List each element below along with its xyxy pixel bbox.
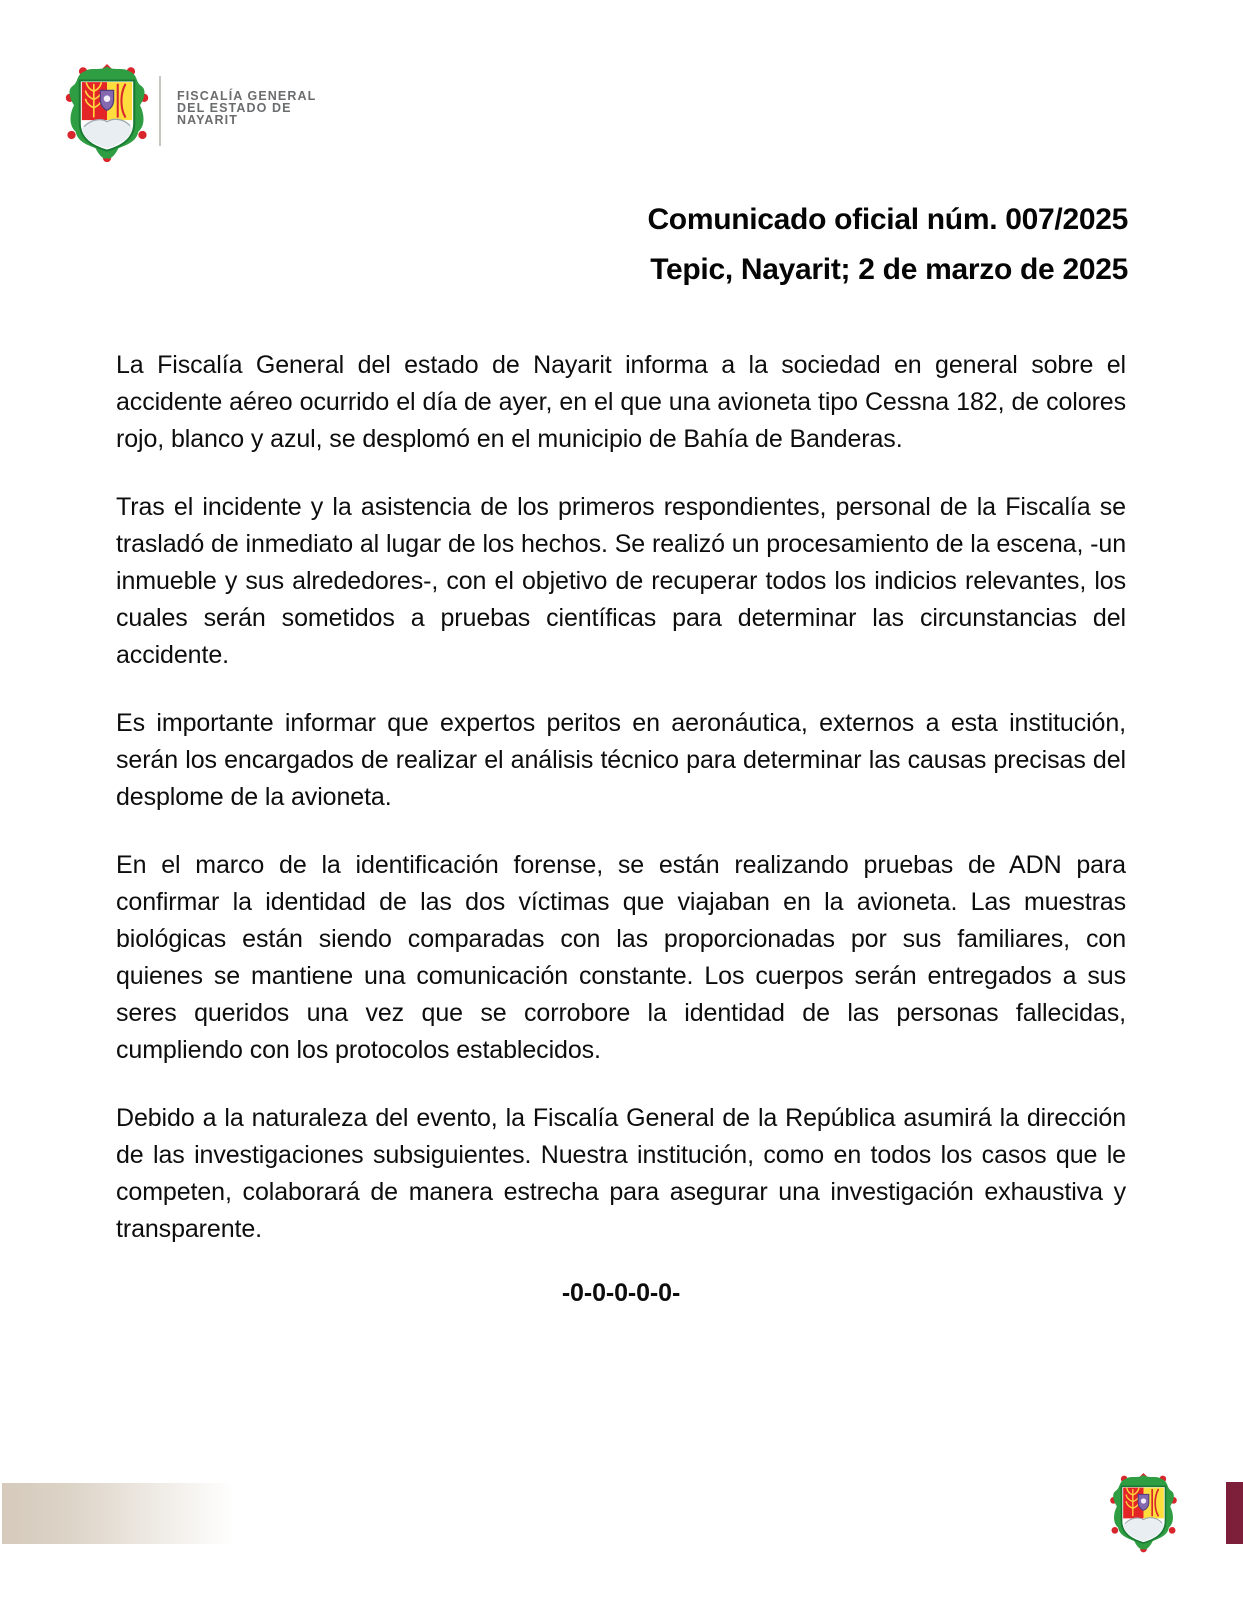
- org-name: [177, 91, 316, 126]
- nayarit-coat-of-arms-icon: [65, 64, 149, 163]
- footer-maroon-bar: [1226, 1482, 1243, 1544]
- paragraph-3: Es importante informar que expertos peritos en aeronáutica, externos a esta institución, serán los encargados de realizar el análisis técnico para determinar las causas precisas del desplome de la avioneta.: [116, 709, 1126, 811]
- title-block: [647, 203, 1128, 287]
- communique-title: Comunicado oficial núm. 007/2025: [647, 203, 1128, 236]
- footer-gradient-bar: [2, 1483, 234, 1544]
- paragraph-2: Tras el incidente y la asistencia de los primeros respondientes, personal de la Fiscalía se trasladó de inmediato al lugar de los hechos. Se realizó un procesamiento de la escena, -un inmueble y sus alrededores-, con el objetivo de recuperar todos los indicios relevantes, los cuales serán sometidos a pruebas científicas para determinar las circunstancias del accidente.: [116, 493, 1126, 669]
- communique-body: [116, 347, 1126, 1343]
- paragraph-4: En el marco de la identificación forense, se están realizando pruebas de ADN para confirmar la identidad de las dos víctimas que viajaban en la avioneta. Las muestras biológicas están siendo comparadas con las proporcionadas por sus familiares, con quienes se mantiene una comunicación constante. Los cuerpos serán entregados a sus seres queridos una vez que se corrobore la identidad de las personas fallecidas, cumpliendo con los protocolos establecidos.: [116, 851, 1126, 1064]
- communique-dateline: Tepic, Nayarit; 2 de marzo de 2025: [650, 253, 1128, 286]
- letterhead: [65, 64, 316, 163]
- letterhead-divider: [159, 76, 161, 146]
- org-name-line-3: NAYARIT: [177, 112, 238, 127]
- org-name-line-1: FISCALÍA GENERAL: [177, 89, 317, 103]
- footer-coat-of-arms-icon: [1110, 1473, 1177, 1553]
- paragraph-1: La Fiscalía General del estado de Nayarit informa a la sociedad en general sobre el accidente aéreo ocurrido el día de ayer, en el que una avioneta tipo Cessna 182, de colores rojo, blanco y azul, se desplomó en el municipio de Bahía de Banderas.: [116, 351, 1126, 453]
- paragraph-5: Debido a la naturaleza del evento, la Fiscalía General de la República asumirá la dirección de las investigaciones subsiguientes. Nuestra institución, como en todos los casos que le competen, colaborará de manera estrecha para asegurar una investigación exhaustiva y transparente.: [116, 1104, 1126, 1243]
- closing-separator: -0-0-0-0-0-: [561, 1279, 681, 1307]
- org-name-line-2: DEL ESTADO DE: [177, 100, 292, 115]
